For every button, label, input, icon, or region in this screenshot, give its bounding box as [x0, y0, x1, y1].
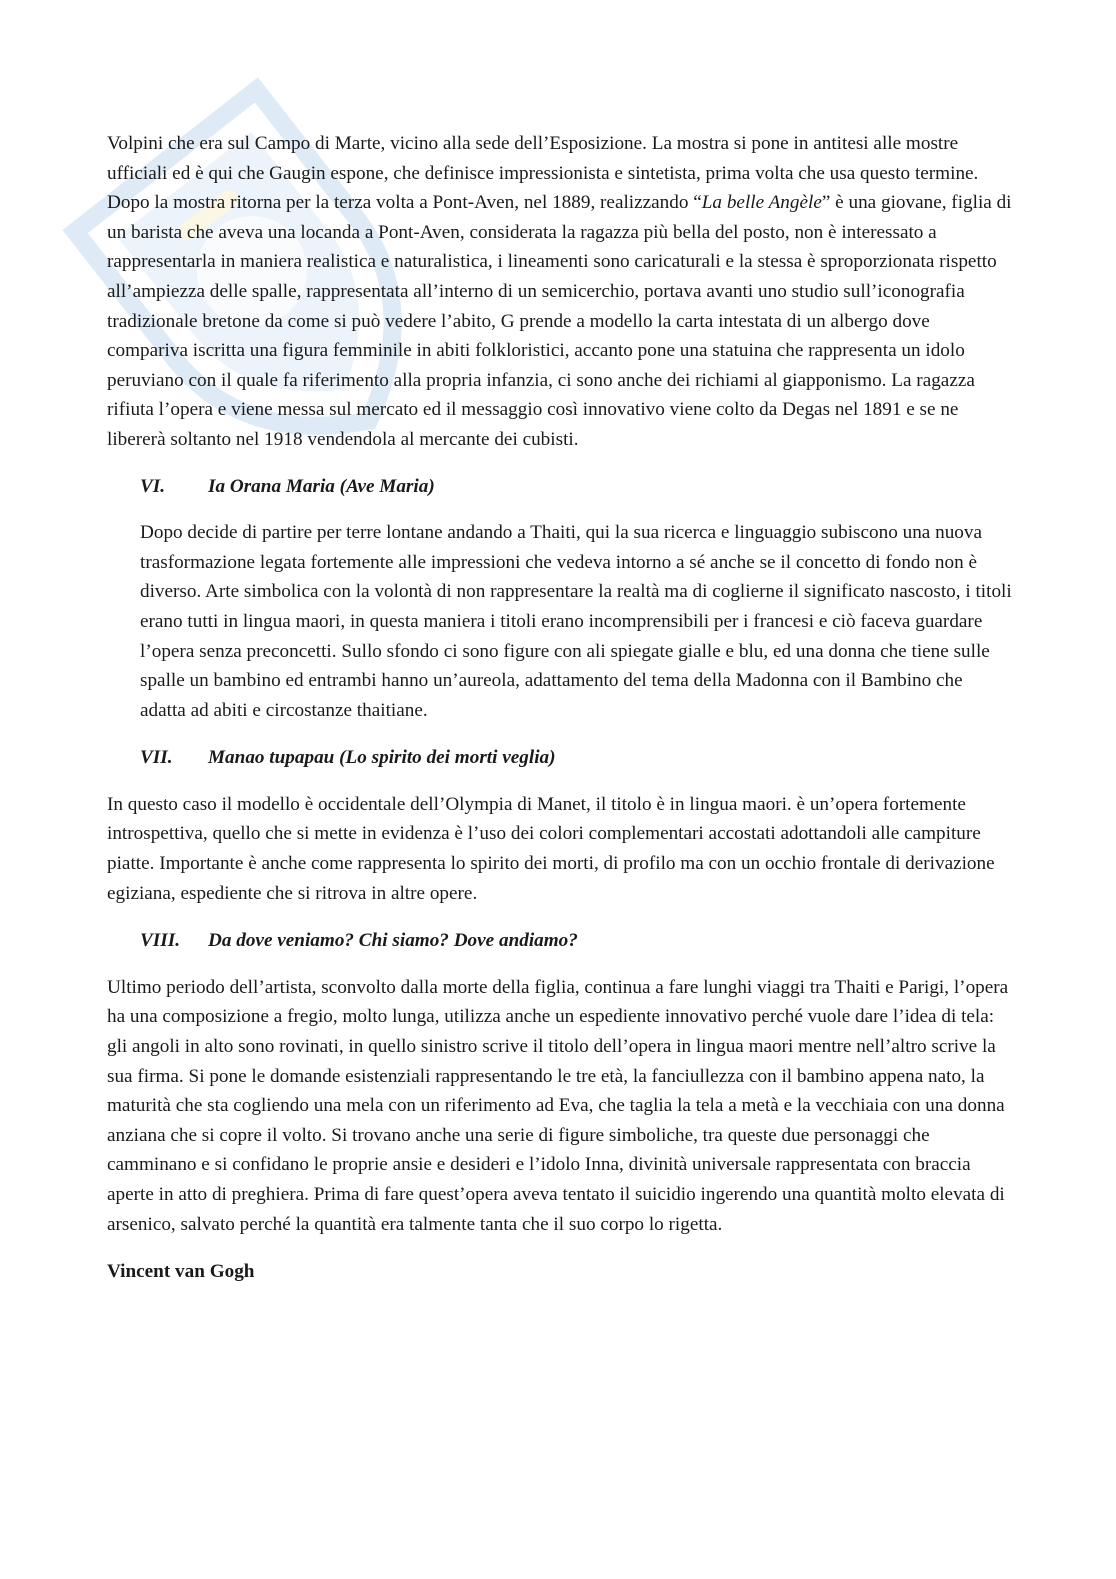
- section-number: VII.: [140, 747, 173, 769]
- section-heading-vi: [140, 472, 1012, 502]
- next-section-title: Vincent van Gogh: [107, 1261, 255, 1283]
- document-page: [107, 129, 1012, 1287]
- section-paragraph-vii: In questo caso il modello è occidentale dell’Olympia di Manet, il titolo è in lingua maori. è un’opera fortemente introspettiva, quello che si mette in evidenza è l’uso dei colori complementari accostati adottandoli alle campiture piatte. Importante è anche come rappresenta lo spirito dei morti, di profilo ma con un occhio frontale di derivazione egiziana, espediente che si ritrova in altre opere.: [107, 793, 995, 904]
- intro-paragraph: Volpini che era sul Campo di Marte, vicino alla sede dell’Esposizione. La mostra si pone in antitesi alle mostre ufficiali ed è qui che Gaugin espone, che definisce impressionista e sintetista, prima volta che usa questo termine. Dopo la mostra ritorna per la terza volta a Pont-Aven, nel 1889, realizzando “La belle Angèle” è una giovane, figlia di un barista che aveva una locanda a Pont-Aven, considerata la ragazza più bella del posto, non è interessato a rappresentarla in maniera realistica e naturalistica, i lineamenti sono caricaturali e la stessa è sproporzionata rispetto all’ampiezza delle spalle, rappresentata all’interno di un semicerchio, portava avanti uno studio sull’iconografia tradizionale bretone da come si può vedere l’abito, G prende a modello la carta intestata di un albergo dove compariva iscritta una figura femminile in abiti folkloristici, accanto pone una statuina che rappresenta un idolo peruviano con il quale fa riferimento alla propria infanzia, ci sono anche dei richiami al giapponismo. La ragazza rifiuta l’opera e viene messa sul mercato ed il messaggio così innovativo viene colto da Degas nel 1891 e se ne libererà soltanto nel 1918 vendendola al mercante dei cubisti.: [107, 133, 1012, 450]
- section-number: VI.: [140, 475, 166, 497]
- section-heading-vii: [140, 743, 1012, 773]
- section-heading-viii: [140, 926, 1012, 956]
- artwork-title: La belle Angèle: [701, 192, 822, 214]
- section-title: Da dove veniamo? Chi siamo? Dove andiamo?: [208, 930, 578, 952]
- section-paragraph-vi: Dopo decide di partire per terre lontane andando a Thaiti, qui la sua ricerca e linguaggio subiscono una nuova trasformazione legata fortemente alle impressioni che vedeva intorno a sé anche se il concetto di fondo non è diverso. Arte simbolica con la volontà di non rappresentare la realtà ma di coglierne il significato nascosto, i titoli erano tutti in lingua maori, in questa maniera i titoli erano incomprensibili per i francesi e ciò faceva guardare l’opera senza preconcetti. Sullo sfondo ci sono figure con ali spiegate gialle e blu, ed una donna che tiene sulle spalle un bambino ed entrambi hanno un’aureola, adattamento del tema della Madonna con il Bambino che adatta ad abiti e circostanze thaitiane.: [140, 522, 1012, 721]
- section-title: Manao tupapau (Lo spirito dei morti veglia): [208, 747, 556, 769]
- section-title: Ia Orana Maria (Ave Maria): [208, 475, 435, 497]
- section-paragraph-viii: Ultimo periodo dell’artista, sconvolto dalla morte della figlia, continua a fare lunghi viaggi tra Thaiti e Parigi, l’opera ha una composizione a fregio, molto lunga, utilizza anche un espediente innovativo perché vuole dare l’idea di tela: gli angoli in alto sono rovinati, in quello sinistro scrive il titolo dell’opera in lingua maori mentre nell’altro scrive la sua firma. Si pone le domande esistenziali rappresentando le tre età, la fanciullezza con il bambino appena nato, la maturità che sta cogliendo una mela con un riferimento ad Eva, che taglia la tela a metà e la vecchiaia con una donna anziana che si copre il volto. Si trovano anche una serie di figure simboliche, tra queste due personaggi che camminano e si confidano le proprie ansie e desideri e l’idolo Inna, divinità universale rappresentata con braccia aperte in atto di preghiera. Prima di fare quest’opera aveva tentato il suicidio ingerendo una quantità molto elevata di arsenico, salvato perché la quantità era talmente tanta che il suo corpo lo rigetta.: [107, 976, 1009, 1235]
- section-number: VIII.: [140, 930, 180, 952]
